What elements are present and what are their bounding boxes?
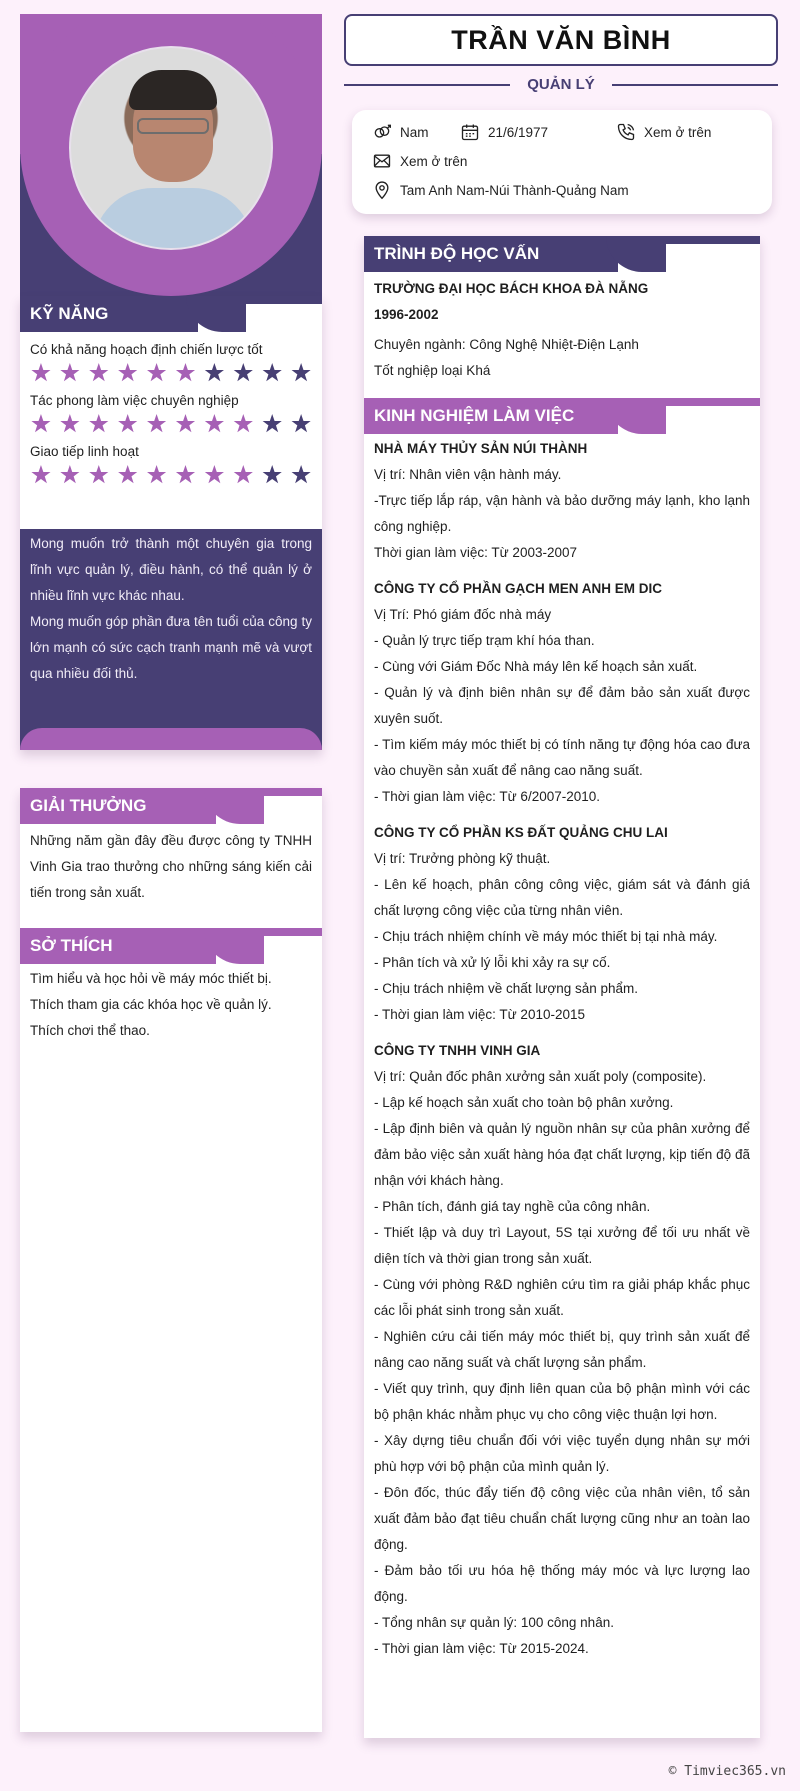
star-icon: [233, 414, 253, 434]
job-detail-line: - Thời gian làm việc: Từ 2010-2015: [374, 1007, 585, 1022]
star-icon: [31, 465, 51, 485]
skill-rating: [20, 408, 322, 434]
job-detail-line: Vị Trí: Phó giám đốc nhà máy: [374, 607, 552, 622]
hobby-item: Thích tham gia các khóa học về quản lý.: [30, 997, 272, 1012]
awards-hobbies-card: [20, 788, 322, 1732]
education-title: TRÌNH ĐỘ HỌC VẤN: [364, 236, 618, 272]
awards-header: [20, 788, 322, 824]
job-detail-line: - Lên kế hoạch, phân công công việc, giám sát và đánh giá chất lượng công việc của từng nhân viên.: [374, 877, 750, 918]
star-icon: [118, 465, 138, 485]
job-company: NHÀ MÁY THỦY SẢN NÚI THÀNH: [374, 441, 588, 456]
job-company: CÔNG TY CỔ PHẦN GẠCH MEN ANH EM DIC: [374, 581, 663, 596]
skill-rating: [20, 459, 322, 485]
job-entry: [364, 1038, 760, 1662]
star-icon: [176, 414, 196, 434]
skills-list: [20, 342, 322, 485]
hobbies-list: [20, 964, 322, 1044]
calendar-icon: [460, 122, 480, 142]
job-detail-line: - Cùng với Giám Đốc Nhà máy lên kế hoạch sản xuất.: [374, 659, 698, 674]
contact-email: Xem ở trên: [372, 151, 467, 171]
star-icon: [291, 363, 311, 383]
watermark: © Timviec365.vn: [668, 1764, 786, 1779]
star-icon: [176, 465, 196, 485]
star-icon: [89, 363, 109, 383]
star-icon: [89, 414, 109, 434]
hobbies-header: [20, 928, 322, 964]
gender-icon: [372, 122, 392, 142]
star-icon: [60, 465, 80, 485]
job-detail-line: - Nghiên cứu cải tiến máy móc thiết bị, quy trình sản xuất để nâng cao năng suất và chất lượng sản phẩm.: [374, 1329, 750, 1370]
position-row: [344, 74, 778, 96]
skill-rating: [20, 357, 322, 383]
objective-line-1: Mong muốn trở thành một chuyên gia trong lĩnh vực quản lý, điều hành, có thể quản lý ở nhiều lĩnh vực khác nhau.: [30, 536, 312, 603]
star-icon: [118, 414, 138, 434]
experience-title: KINH NGHIỆM LÀM VIỆC: [364, 398, 618, 434]
job-detail-line: Vị trí: Nhân viên vận hành máy.: [374, 467, 562, 482]
job-detail-line: Vị trí: Trưởng phòng kỹ thuật.: [374, 851, 551, 866]
job-detail-line: - Thời gian làm việc: Từ 2015-2024.: [374, 1641, 589, 1656]
star-icon: [147, 363, 167, 383]
skill-label: Có khả năng hoạch định chiến lược tốt: [30, 342, 263, 357]
job-detail-line: - Chịu trách nhiệm về chất lượng sản phẩm.: [374, 981, 639, 996]
phone-icon: [616, 122, 636, 142]
job-detail-line: - Xây dựng tiêu chuẩn đối với việc tuyển dụng nhân sự mới phù hợp với bộ phận của mình quản lý.: [374, 1433, 750, 1474]
star-icon: [60, 363, 80, 383]
job-detail-line: - Tổng nhân sự quản lý: 100 công nhân.: [374, 1615, 614, 1630]
star-icon: [291, 465, 311, 485]
job-detail-line: - Cùng với phòng R&D nghiên cứu tìm ra giải pháp khắc phục các lỗi phát sinh trong sản xuất.: [374, 1277, 750, 1318]
star-icon: [118, 363, 138, 383]
job-detail-line: - Phân tích, đánh giá tay nghề của công nhân.: [374, 1199, 651, 1214]
job-detail-line: - Thời gian làm việc: Từ 6/2007-2010.: [374, 789, 601, 804]
job-detail-line: - Tìm kiếm máy móc thiết bị có tính năng tự động hóa cao đưa vào chuyền sản xuất để nâng cao năng suất.: [374, 737, 750, 778]
contact-birthday: 21/6/1977: [460, 122, 548, 142]
photo-panel: [20, 14, 322, 296]
job-detail-line: - Quản lý và định biên nhân sự để đảm bảo sản xuất được xuyên suốt.: [374, 685, 750, 726]
contact-address: Tam Anh Nam-Núi Thành-Quảng Nam: [372, 180, 629, 200]
main-card: [364, 236, 760, 1738]
position-title: QUẢN LÝ: [527, 76, 595, 93]
job-company: CÔNG TY CỔ PHẦN KS ĐẤT QUẢNG CHU LAI: [374, 825, 668, 840]
experience-list: [364, 434, 760, 1662]
awards-text: Những năm gần đây đều được công ty TNHH Vinh Gia trao thưởng cho những sáng kiến cải tiến trong sản xuất.: [30, 833, 312, 900]
education-grade: Tốt nghiệp loại Khá: [374, 363, 491, 378]
job-detail-line: - Lập kế hoạch sản xuất cho toàn bộ phân xưởng.: [374, 1095, 674, 1110]
job-detail-line: - Lập định biên và quản lý nguồn nhân sự của phân xưởng để đảm bảo việc sản xuất hàng hóa đạt chất lượng, kịp tiến độ đã nhận với khách hàng.: [374, 1121, 750, 1188]
education-major: Chuyên ngành: Công Nghệ Nhiệt-Điện Lạnh: [374, 337, 639, 352]
star-icon: [204, 363, 224, 383]
star-icon: [60, 414, 80, 434]
job-detail-line: -Trực tiếp lắp ráp, vận hành và bảo dưỡng máy lạnh, kho lạnh công nghiệp.: [374, 493, 750, 534]
candidate-name: TRẦN VĂN BÌNH: [344, 14, 778, 66]
job-detail-line: - Thiết lập và duy trì Layout, 5S tại xưởng để tối ưu nhất về diện tích và thời gian trong sản xuất.: [374, 1225, 750, 1266]
envelope-icon: [372, 151, 392, 171]
star-icon: [204, 414, 224, 434]
skills-title: KỸ NĂNG: [20, 296, 198, 332]
job-entry: [364, 820, 760, 1028]
star-icon: [147, 465, 167, 485]
objective-block: [20, 529, 322, 750]
contact-gender: Nam: [372, 122, 429, 142]
skill-label: Tác phong làm việc chuyên nghiệp: [30, 393, 239, 408]
star-icon: [89, 465, 109, 485]
education-block: [364, 272, 760, 384]
education-school: TRƯỜNG ĐẠI HỌC BÁCH KHOA ĐÀ NẴNG: [374, 281, 649, 296]
hobby-item: Thích chơi thể thao.: [30, 1023, 150, 1038]
job-detail-line: - Phân tích và xử lý lỗi khi xảy ra sự cố.: [374, 955, 611, 970]
job-company: CÔNG TY TNHH VINH GIA: [374, 1043, 541, 1058]
job-entry: [364, 576, 760, 810]
job-detail-line: - Quản lý trực tiếp trạm khí hóa than.: [374, 633, 595, 648]
star-icon: [31, 363, 51, 383]
hobby-item: Tìm hiểu và học hỏi về máy móc thiết bị.: [30, 971, 272, 986]
objective-wave: [20, 728, 322, 750]
star-icon: [147, 414, 167, 434]
objective-line-2: Mong muốn góp phần đưa tên tuổi của công ty lớn mạnh có sức cạch tranh mạnh mẽ và vượt qua nhiều đối thủ.: [30, 614, 312, 681]
job-detail-line: - Viết quy trình, quy định liên quan của bộ phận mình với các bộ phận khác nhằm phục vụ cho công việc thuận lợi hơn.: [374, 1381, 750, 1422]
experience-header: [364, 398, 760, 434]
job-detail-line: Vị trí: Quản đốc phân xưởng sản xuất poly (composite).: [374, 1069, 707, 1084]
job-detail-line: - Đôn đốc, thúc đẩy tiến độ công việc của nhân viên, tổ sản xuất đảm bảo đạt tiêu chuẩn chất lượng cũng như an toàn lao động.: [374, 1485, 750, 1552]
job-detail-line: Thời gian làm việc: Từ 2003-2007: [374, 545, 577, 560]
star-icon: [233, 363, 253, 383]
hobbies-title: SỞ THÍCH: [20, 928, 216, 964]
star-icon: [291, 414, 311, 434]
job-detail-line: - Chịu trách nhiệm chính về máy móc thiết bị tại nhà máy.: [374, 929, 718, 944]
job-entry: [364, 436, 760, 566]
skill-label: Giao tiếp linh hoạt: [30, 444, 139, 459]
avatar: [69, 46, 273, 250]
star-icon: [204, 465, 224, 485]
star-icon: [31, 414, 51, 434]
location-pin-icon: [372, 180, 392, 200]
job-detail-line: - Đảm bảo tối ưu hóa hệ thống máy móc và lực lượng lao động.: [374, 1563, 750, 1604]
skills-header: [20, 296, 322, 332]
awards-title: GIẢI THƯỞNG: [20, 788, 216, 824]
star-icon: [262, 414, 282, 434]
contact-card: [352, 110, 772, 214]
education-header: [364, 236, 760, 272]
contact-phone: Xem ở trên: [616, 122, 711, 142]
skills-card: [20, 296, 322, 750]
star-icon: [262, 465, 282, 485]
education-years: 1996-2002: [374, 307, 439, 322]
star-icon: [233, 465, 253, 485]
star-icon: [262, 363, 282, 383]
star-icon: [176, 363, 196, 383]
